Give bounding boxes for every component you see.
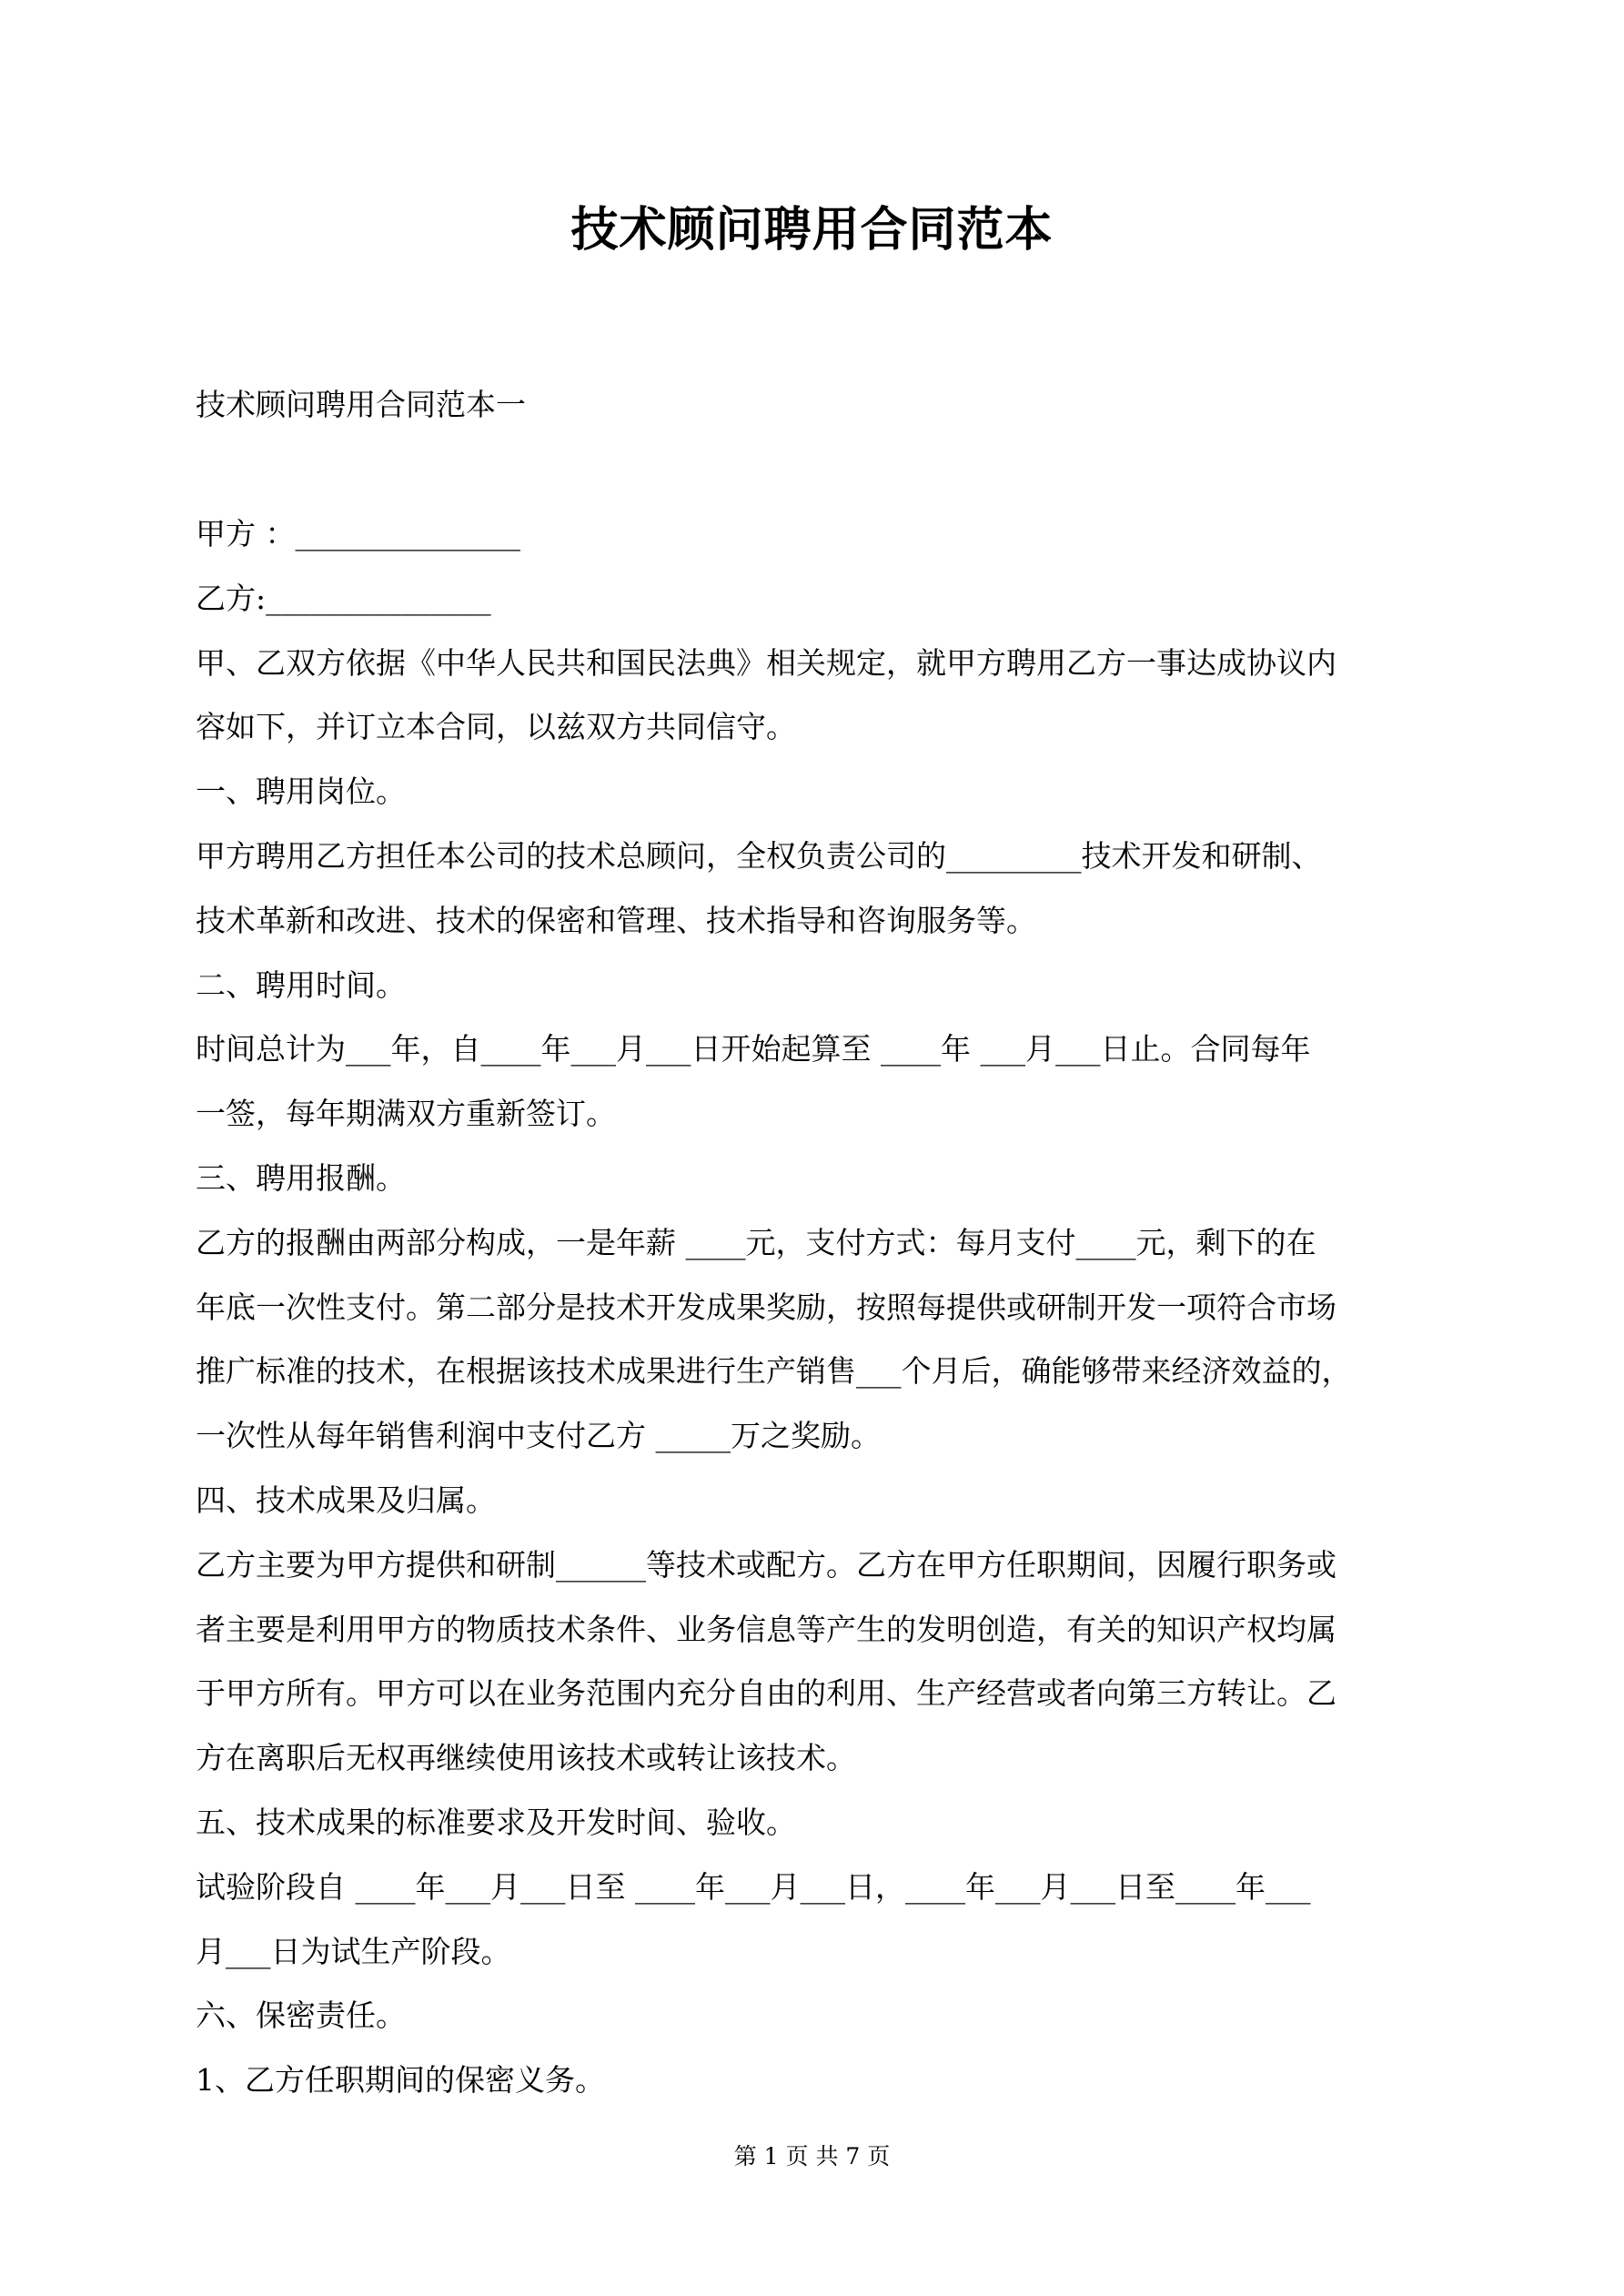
page-footer: 第 1 页 共 7 页 <box>733 2143 891 2170</box>
document-subtitle: 技术顾问聘用合同范本一 <box>196 387 526 422</box>
document-title: 技术顾问聘用合同范本 <box>570 202 1054 258</box>
section-heading: 三、聘用报酬。 <box>196 1159 406 1196</box>
paragraph-line: 时间总计为___年，自____年___月___日开始起算至 ____年 ___月___日止。合同每年 <box>196 1031 1311 1067</box>
section-heading: 二、聘用时间。 <box>196 966 406 1003</box>
paragraph-line: 于甲方所有。甲方可以在业务范围内充分自由的利用、生产经营或者向第三方转让。乙 <box>196 1675 1337 1712</box>
paragraph-line: 乙方的报酬由两部分构成，一是年薪 ____元，支付方式：每月支付____元，剩下的在 <box>196 1224 1316 1260</box>
paragraph-line: 乙方主要为甲方提供和研制______等技术或配方。乙方在甲方任职期间，因履行职务或 <box>196 1546 1337 1583</box>
section-heading: 五、技术成果的标准要求及开发时间、验收。 <box>196 1804 796 1840</box>
document-body <box>196 511 1433 2122</box>
paragraph-line: 年底一次性支付。第二部分是技术开发成果奖励，按照每提供或研制开发一项符合市场 <box>196 1289 1337 1325</box>
numbered-clause: 1、乙方任职期间的保密义务。 <box>196 2062 605 2099</box>
paragraph-line: 一签，每年期满双方重新签订。 <box>196 1096 616 1132</box>
section-heading: 四、技术成果及归属。 <box>196 1482 496 1518</box>
paragraph-line: 一次性从每年销售利润中支付乙方 _____万之奖励。 <box>196 1418 881 1454</box>
party-a-line: 甲方 ：_______________ <box>196 516 520 551</box>
paragraph-line: 者主要是利用甲方的物质技术条件、业务信息等产生的发明创造，有关的知识产权均属 <box>196 1611 1337 1647</box>
paragraph-line: 容如下，并订立本合同，以兹双方共同信守。 <box>196 709 796 745</box>
paragraph-line: 甲方聘用乙方担任本公司的技术总顾问，全权负责公司的_________技术开发和研制、 <box>196 837 1322 874</box>
paragraph-line: 甲、乙双方依据《中华人民共和国民法典》相关规定，就甲方聘用乙方一事达成协议内 <box>196 644 1337 681</box>
section-heading: 一、聘用岗位。 <box>196 774 406 810</box>
paragraph-line: 推广标准的技术，在根据该技术成果进行生产销售___个月后，确能够带来经济效益的， <box>196 1353 1352 1390</box>
paragraph-line: 月___日为试生产阶段。 <box>196 1933 511 1969</box>
paragraph-line: 试验阶段自 ____年___月___日至 ____年___月___日，____年___月___日至____年___ <box>196 1868 1311 1905</box>
paragraph-line: 技术革新和改进、技术的保密和管理、技术指导和咨询服务等。 <box>196 902 1036 938</box>
section-heading: 六、保密责任。 <box>196 1998 406 2034</box>
paragraph-line: 方在离职后无权再继续使用该技术或转让该技术。 <box>196 1740 856 1776</box>
party-b-line: 乙方:_______________ <box>196 580 491 616</box>
